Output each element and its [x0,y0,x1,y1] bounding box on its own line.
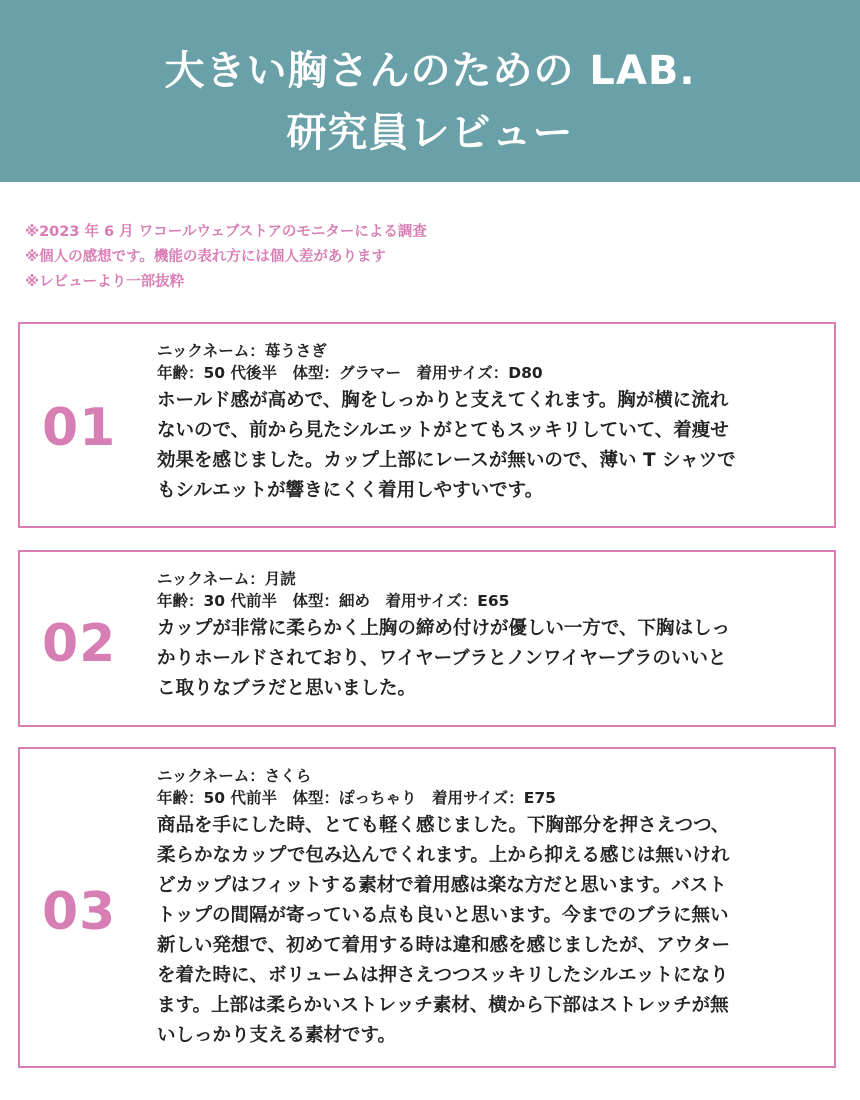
review-text-line: もシルエットが響きにくく着用しやすいです。 [157,480,544,501]
review-text [157,614,817,704]
review-text-line: 商品を手にした時、とても軽く感じました。下胸部分を押さえつつ、 [157,815,730,836]
review-text-line: ます。上部は柔らかいストレッチ素材、横から下部はストレッチが無 [157,995,729,1016]
review-card-02 [18,550,836,727]
review-text-line: いしっかり支える素材です。 [157,1025,397,1046]
review-content [157,340,817,506]
review-content [157,765,817,1051]
review-text-line: どカップはフィットする素材で着用感は楽な方だと思います。バスト [157,875,727,896]
review-nickname: ニックネーム：さくら [157,767,312,785]
review-text-line: かりホールドされており、ワイヤーブラとノンワイヤーブラのいいと [157,648,727,669]
review-number: 01 [42,398,117,458]
note-disclaimer: ※個人の感想です。機能の表れ方には個人差があります [25,249,386,265]
review-text-line: 新しい発想で、初めて着用する時は違和感を感じましたが、アウター [157,935,730,956]
review-text [157,386,817,506]
review-text [157,811,817,1051]
review-text-line: ホールド感が高めで、胸をしっかりと支えてくれます。胸が横に流れ [157,390,729,411]
review-text-line: こ取りなブラだと思いました。 [157,678,417,699]
review-profile: 年齢：50 代後半 体型：グラマー 着用サイズ：D80 [157,364,543,382]
review-profile: 年齢：50 代前半 体型：ぽっちゃり 着用サイズ：E75 [157,789,556,807]
note-excerpt: ※レビューより一部抜粋 [25,274,185,290]
page-title-line-1: 大きい胸さんのための LAB. [164,48,696,94]
review-content [157,568,817,704]
review-text-line: 効果を感じました。カップ上部にレースが無いので、薄い T シャツで [157,450,736,471]
review-text-line: ないので、前から見たシルエットがとてもスッキリしていて、着痩せ [157,420,729,441]
review-nickname: ニックネーム：月読 [157,570,296,588]
review-text-line: を着た時に、ボリュームは押さえつつスッキリしたシルエットになり [157,965,729,986]
review-text-line: トップの間隔が寄っている点も良いと思います。今までのブラに無い [157,905,729,926]
review-text-line: 柔らかなカップで包み込んでくれます。上から抑える感じは無いけれ [157,845,730,866]
page-header [0,0,860,182]
review-number: 03 [42,882,117,942]
note-survey: ※2023 年 6 月 ワコールウェブストアのモニターによる調査 [25,224,427,240]
review-card-03 [18,747,836,1068]
review-profile: 年齢：30 代前半 体型：細め 着用サイズ：E65 [157,592,510,610]
page-title-line-2: 研究員レビュー [286,110,574,156]
review-number: 02 [42,614,117,674]
review-card-01 [18,322,836,528]
review-text-line: カップが非常に柔らかく上胸の締め付けが優しい一方で、下胸はしっ [157,618,730,639]
notes [25,220,427,295]
review-nickname: ニックネーム：苺うさぎ [157,342,327,360]
